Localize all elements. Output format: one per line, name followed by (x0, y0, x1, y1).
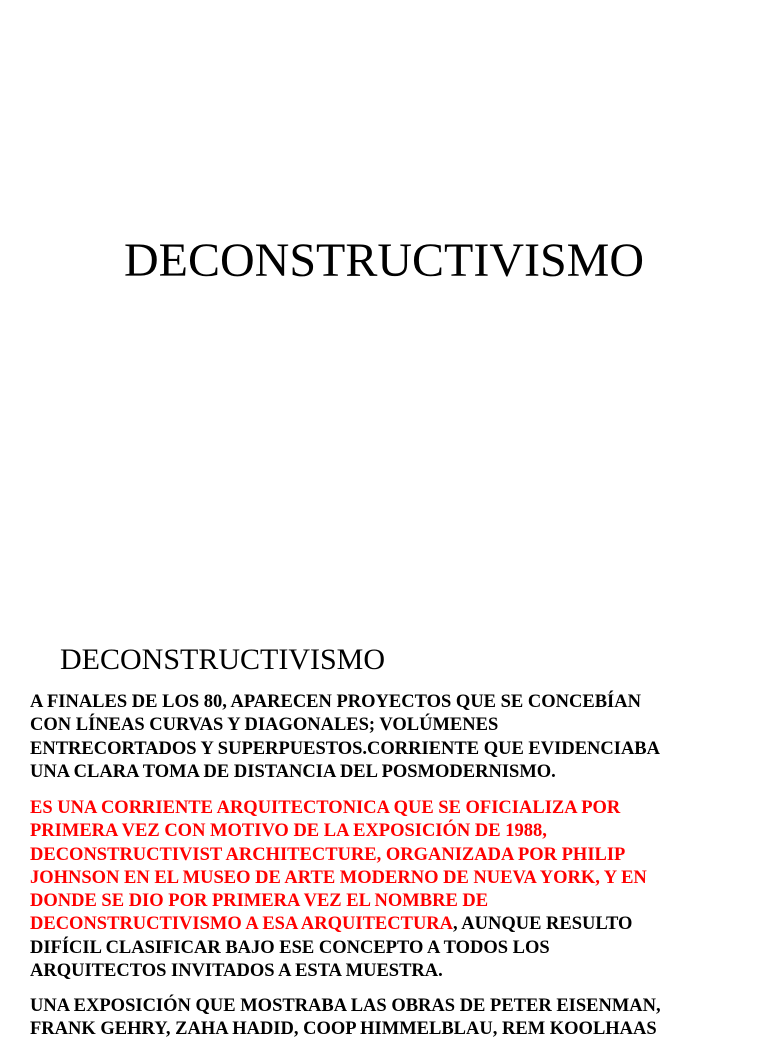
highlighted-text-line: PRIMERA VEZ CON MOTIVO DE LA EXPOSICIÓN DE 1988, (30, 821, 547, 842)
text-continuation: , AUNQUE RESULTO (453, 914, 633, 935)
text-line: ENTRECORTADOS Y SUPERPUESTOS.CORRIENTE QUE EVIDENCIABA (30, 738, 661, 759)
text-line: FRANK GEHRY, ZAHA HADID, COOP HIMMELBLAU, REM KOOLHAAS (30, 1019, 657, 1040)
text-line: A FINALES DE LOS 80, APARECEN PROYECTOS QUE SE CONCEBÍAN (30, 692, 641, 712)
text-line: UNA CLARA TOMA DE DISTANCIA DEL POSMODERNISMO. (30, 761, 556, 782)
paragraph-intro (30, 691, 660, 784)
paragraph-architects (30, 995, 661, 1042)
text-line: DIFÍCIL CLASIFICAR BAJO ESE CONCEPTO A TODOS LOS (30, 937, 550, 958)
highlighted-text-line: DONDE SE DIO POR PRIMERA VEZ EL NOMBRE DE (30, 891, 489, 912)
text-line: UNA EXPOSICIÓN QUE MOSTRABA LAS OBRAS DE PETER EISENMAN, (30, 996, 661, 1016)
slide-title: DECONSTRUCTIVISMO (123, 234, 645, 287)
highlighted-text: DECONSTRUCTIVISMO A ESA ARQUITECTURA (30, 914, 454, 935)
mixed-text-line (30, 913, 647, 936)
text-line: ARQUITECTOS INVITADOS A ESTA MUESTRA. (30, 961, 443, 982)
highlighted-text-line: JOHNSON EN EL MUSEO DE ARTE MODERNO DE NUEVA YORK, Y EN (30, 867, 647, 888)
section-heading: DECONSTRUCTIVISMO (60, 643, 386, 676)
highlighted-text-line: DECONSTRUCTIVIST ARCHITECTURE, ORGANIZADA POR PHILIP (30, 844, 626, 865)
paragraph-exhibition (30, 797, 647, 983)
highlighted-text-line: ES UNA CORRIENTE ARQUITECTONICA QUE SE OFICIALIZA POR (30, 798, 621, 818)
text-line: CON LÍNEAS CURVAS Y DIAGONALES; VOLÚMENES (30, 715, 499, 736)
